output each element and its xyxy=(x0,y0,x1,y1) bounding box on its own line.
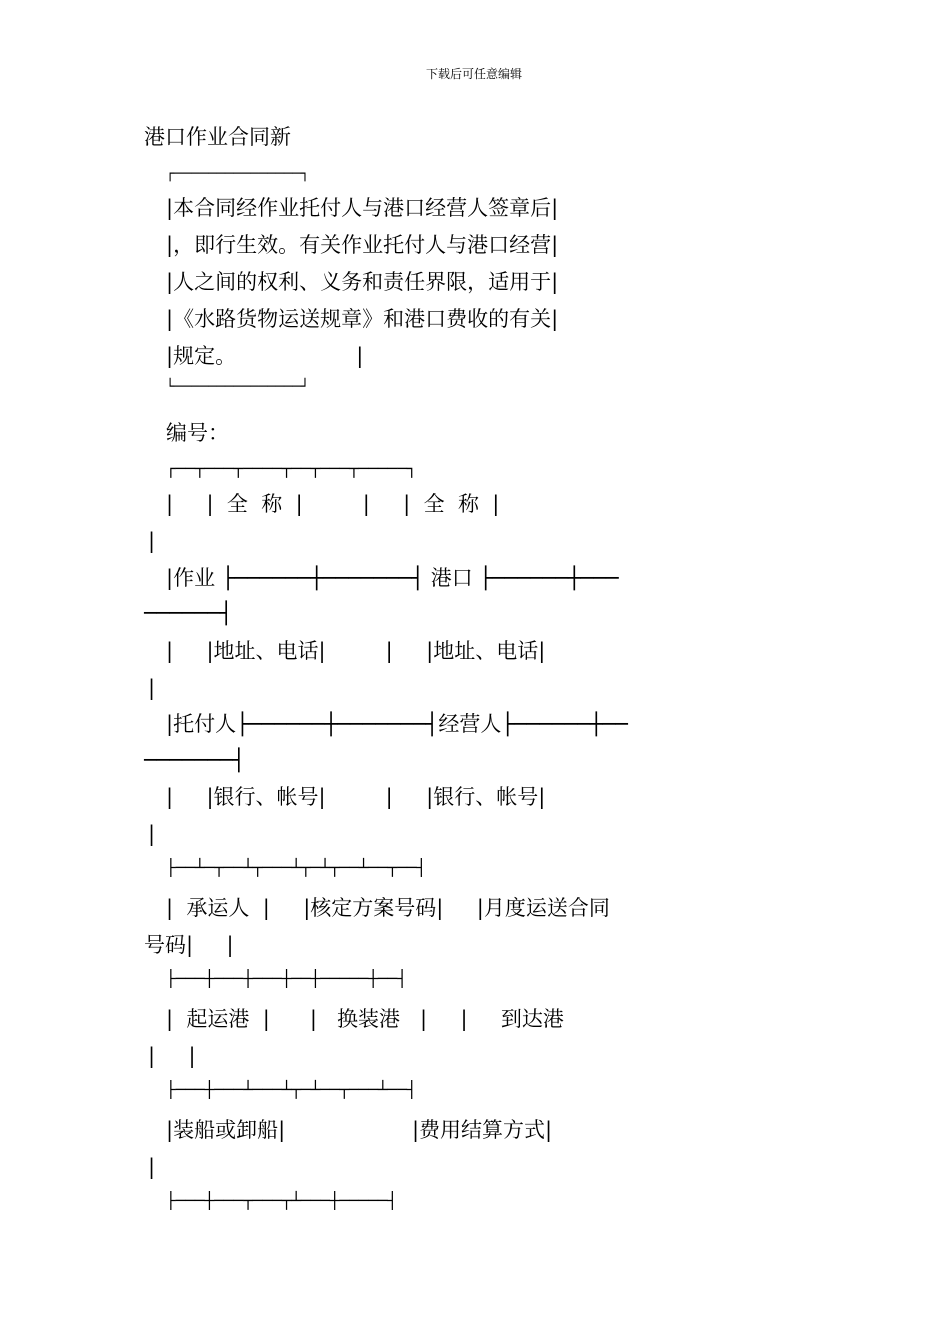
table-line: ───────┤ xyxy=(144,748,246,772)
table-line: | xyxy=(148,529,156,553)
table-line: | 承运人 | |核定方案号码| |月度运送合同 xyxy=(166,896,610,920)
table-line: | |银行、帐号| | |银行、帐号| xyxy=(166,785,546,809)
notice-line: |，即行生效。有关作业托付人与港口经营| xyxy=(166,233,559,257)
notice-line: |本合同经作业托付人与港口经营人签章后| xyxy=(166,196,559,220)
notice-line: |规定。 | xyxy=(166,344,364,368)
table-line: ├───┼───┴───┴┬─┴──┬───┴──┤ xyxy=(166,1080,417,1099)
table-line: | |地址、电话| | |地址、电话| xyxy=(166,639,546,663)
table-line: |作业 ├──────┼───────┤ 港口 ├──────┼─── xyxy=(166,566,619,590)
notice-bottom-border: └───────────────┘ xyxy=(166,379,310,395)
table-line: | xyxy=(148,676,156,700)
table-line: 号码| | xyxy=(144,933,234,957)
notice-line: |《水路货物运送规章》和港口费收的有关| xyxy=(166,307,559,331)
table-line: | xyxy=(148,822,156,846)
table-line: |装船或卸船| |费用结算方式| xyxy=(166,1118,553,1142)
table-line: ┌──┬───┬────┬──┬───┬─────┐ xyxy=(166,459,417,478)
notice-line: |人之间的权利、义务和责任界限，适用于| xyxy=(166,270,559,294)
table-line: ├───┼───┬───┬┴───┼─────┤ xyxy=(166,1191,398,1210)
number-label: 编号： xyxy=(166,421,229,445)
table-line: ├──┴─┬──┴┬───┴┬─┴┬──┴──┬──┤ xyxy=(166,858,427,877)
table-line: |托付人├──────┼───────┤经营人├──────┼── xyxy=(166,712,628,736)
document-title: 港口作业合同新 xyxy=(144,125,291,149)
table-line: | 起运港 | | 换装港 | | 到达港 xyxy=(166,1007,564,1031)
table-line: | | xyxy=(148,1044,196,1068)
table-line: ├───┼───┼───┼──┼─────┼──┤ xyxy=(166,969,407,988)
table-line: ──────┤ xyxy=(144,601,233,625)
table-line: | xyxy=(148,1155,156,1179)
notice-top-border: ┌───────────────┐ xyxy=(166,166,310,182)
page-header: 下载后可任意编辑 xyxy=(426,67,523,81)
table-line: | | 全 称 | | | 全 称 | xyxy=(166,492,500,516)
